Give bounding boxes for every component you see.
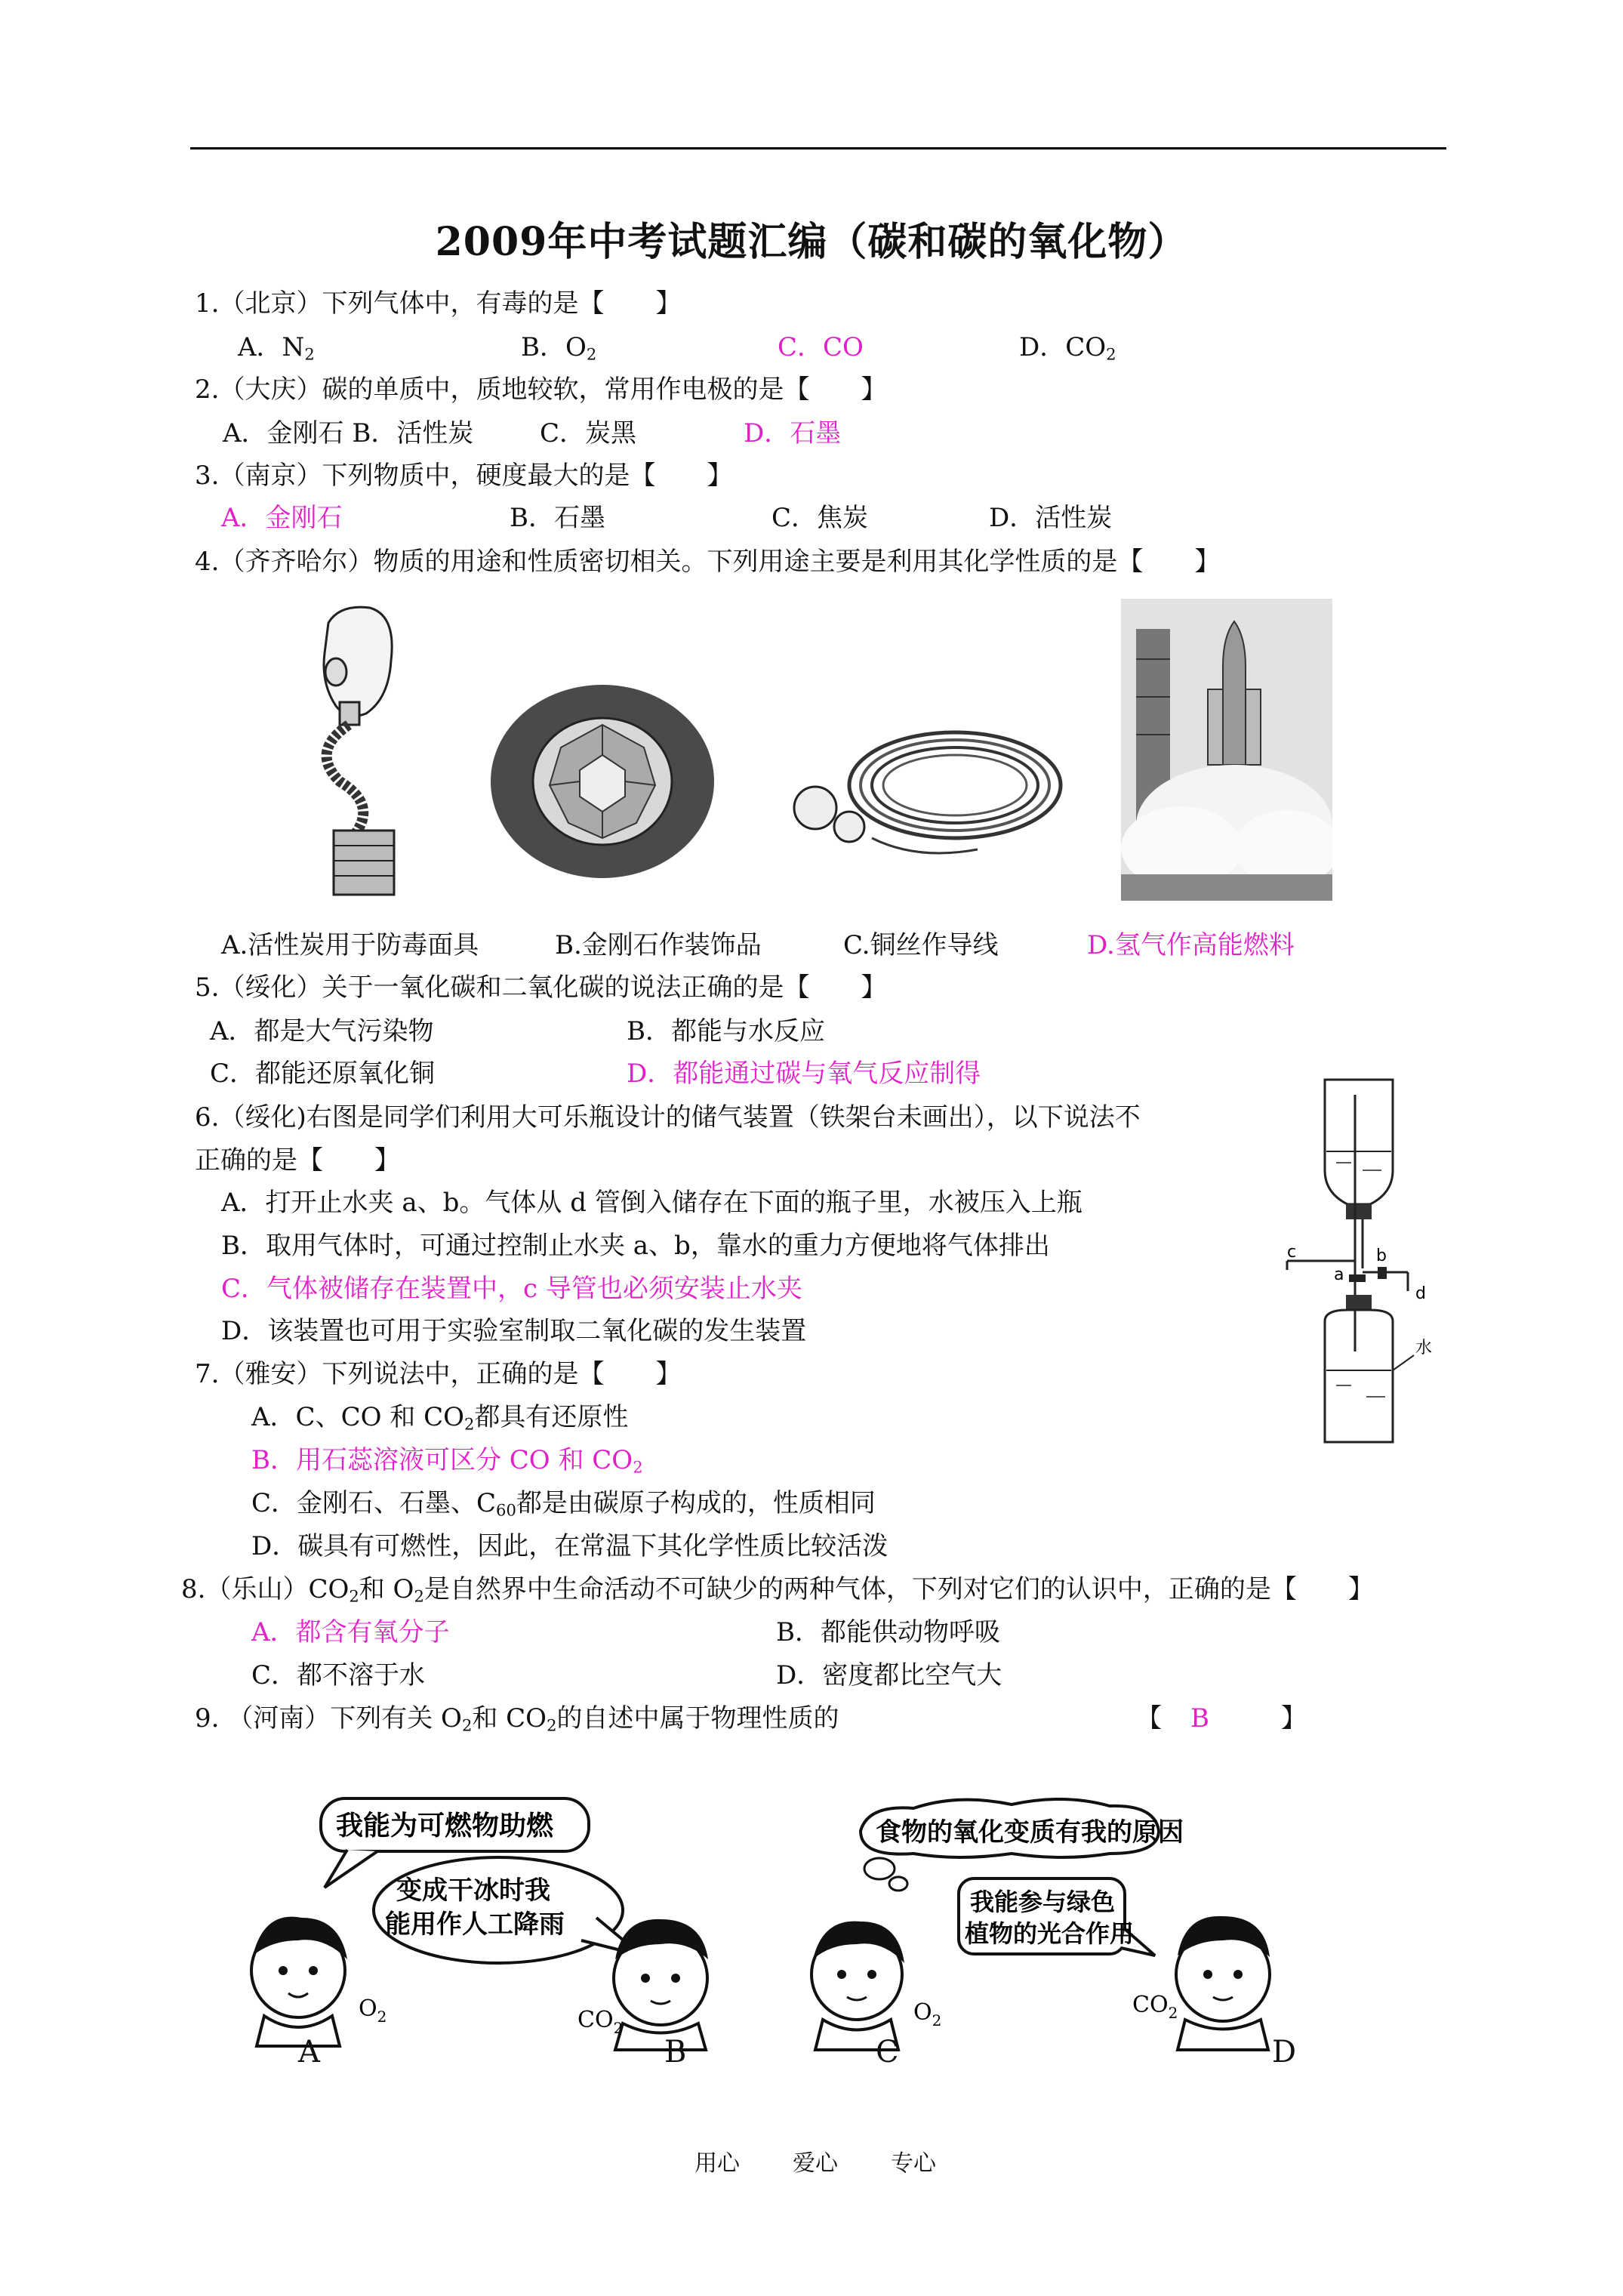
cartoon-label-c: C — [876, 2035, 899, 2069]
q4-option-b: B.金刚石作装饰品 — [555, 930, 762, 960]
label-o2-a: $O_2$ — [359, 1996, 387, 2026]
label-b: b — [1376, 1247, 1387, 1265]
q8-option-d: D．密度都比空气大 — [776, 1660, 1002, 1690]
diamond-image — [489, 683, 716, 880]
q6-option-c: C．气体被储存在装置中，c 导管也必须安装止水夹 — [221, 1274, 802, 1304]
q4-stem: 4.（齐齐哈尔）物质的用途和性质密切相关。下列用途主要是利用其化学性质的是【 】 — [195, 547, 1221, 577]
cartoon-label-d: D — [1272, 2035, 1297, 2069]
bubble-d-line2: 植物的光合作用 — [965, 1919, 1135, 1948]
q1-option-c: C．CO — [778, 332, 864, 362]
q2-stem: 2.（大庆）碳的单质中，质地较软，常用作电极的是【 】 — [195, 374, 887, 405]
q5-option-d: D．都能通过碳与氧气反应制得 — [627, 1059, 981, 1089]
cartoon-label-b: B — [664, 2035, 687, 2069]
q4-option-d: D.氢气作高能燃料 — [1087, 930, 1295, 960]
gas-storage-apparatus-diagram — [1280, 1072, 1446, 1450]
q3-stem: 3.（南京）下列物质中，硬度最大的是【 】 — [195, 461, 733, 491]
q2-option-ab: A．金刚石 B．活性炭 — [223, 418, 474, 448]
q4-option-c: C.铜丝作导线 — [843, 930, 999, 960]
rocket-launch-image — [1121, 599, 1332, 901]
header-rule — [190, 147, 1446, 149]
q8-stem: 8.（乐山）$CO_2$和 $O_2$是自然界中生命活动不可缺少的两种气体，下列对它们的认识中，正确的是【 】 — [181, 1574, 1374, 1606]
q1-option-d: D．$CO_2$ — [1019, 332, 1116, 364]
footer-text-2: 爱心 — [793, 2150, 838, 2177]
q3-option-b: B．石墨 — [510, 503, 605, 533]
cartoon-label-a: A — [298, 2035, 320, 2069]
q9-answer-bracket: 【 B 】 — [1136, 1703, 1307, 1734]
q8-option-b: B．都能供动物呼吸 — [776, 1617, 1000, 1647]
label-o2-c: $O_2$ — [913, 1999, 942, 2029]
q7-option-a: A．C、CO 和 $CO_2$都具有还原性 — [251, 1402, 629, 1434]
q7-option-b: B．用石蕊溶液可区分 CO 和 $CO_2$ — [251, 1445, 643, 1477]
q7-option-c: C．金刚石、石墨、$C_{60}$都是由碳原子构成的，性质相同 — [251, 1488, 876, 1520]
q4-option-a: A.活性炭用于防毒面具 — [221, 930, 479, 960]
q6-option-d: D．该装置也可用于实验室制取二氧化碳的发生装置 — [221, 1316, 807, 1346]
q2-option-c: C．炭黑 — [540, 418, 637, 448]
gas-mask-image — [294, 600, 415, 898]
q2-option-d: D．石墨 — [744, 418, 842, 448]
label-co2-b: $CO_2$ — [577, 2007, 624, 2037]
q9-answer: B — [1190, 1703, 1209, 1734]
label-co2-d: $CO_2$ — [1132, 1992, 1178, 2022]
label-water: 水 — [1415, 1339, 1433, 1358]
q6-stem-line1: 6.（绥化)右图是同学们利用大可乐瓶设计的储气装置（铁架台未画出），以下说法不 — [195, 1102, 1141, 1133]
bubble-b-line2: 能用作人工降雨 — [385, 1909, 565, 1940]
q8-option-c: C．都不溶于水 — [251, 1660, 426, 1690]
q3-option-a: A．金刚石 — [221, 503, 343, 533]
q6-option-a: A．打开止水夹 a、b。气体从 d 管倒入储存在下面的瓶子里，水被压入上瓶 — [221, 1188, 1083, 1218]
footer-text-1: 用心 — [694, 2150, 740, 2177]
q9-stem: 9. （河南）下列有关 $O_2$和 $CO_2$的自述中属于物理性质的 — [195, 1703, 839, 1735]
page-title: 2009年中考试题汇编（碳和碳的氧化物） — [435, 219, 1188, 265]
q6-stem-line2: 正确的是【 】 — [195, 1145, 400, 1176]
label-d: d — [1415, 1284, 1426, 1303]
q1-option-a: A．$N_2$ — [238, 332, 315, 364]
copper-wire-image — [781, 687, 1068, 868]
q5-stem: 5.（绥化）关于一氧化碳和二氧化碳的说法正确的是【 】 — [195, 972, 887, 1003]
q3-option-d: D．活性炭 — [989, 503, 1113, 533]
q5-option-a: A．都是大气污染物 — [210, 1016, 434, 1046]
q7-option-d: D．碳具有可燃性，因此，在常温下其化学性质比较活泼 — [251, 1531, 888, 1561]
label-a: a — [1334, 1265, 1344, 1284]
q6-option-b: B．取用气体时，可通过控制止水夹 a、b，靠水的重力方便地将气体排出 — [221, 1231, 1050, 1261]
q3-option-c: C．焦炭 — [771, 503, 869, 533]
q7-stem: 7.（雅安）下列说法中，正确的是【 】 — [195, 1359, 682, 1389]
q1-stem: 1.（北京）下列气体中，有毒的是【 】 — [195, 288, 682, 319]
q8-option-a: A．都含有氧分子 — [251, 1617, 450, 1647]
bubble-a: 我能为可燃物助燃 — [336, 1811, 554, 1841]
bubble-d-line1: 我能参与绿色 — [970, 1888, 1116, 1916]
q5-option-c: C．都能还原氧化铜 — [210, 1059, 436, 1089]
q1-option-b: B．$O_2$ — [521, 332, 597, 364]
bubble-b-line1: 变成干冰时我 — [396, 1875, 550, 1906]
q9-cartoon — [234, 1789, 1321, 2061]
label-c: c — [1287, 1243, 1297, 1262]
q5-option-b: B．都能与水反应 — [627, 1016, 825, 1046]
bubble-c: 食物的氧化变质有我的原因 — [876, 1817, 1184, 1848]
footer-text-3: 专心 — [891, 2150, 936, 2177]
